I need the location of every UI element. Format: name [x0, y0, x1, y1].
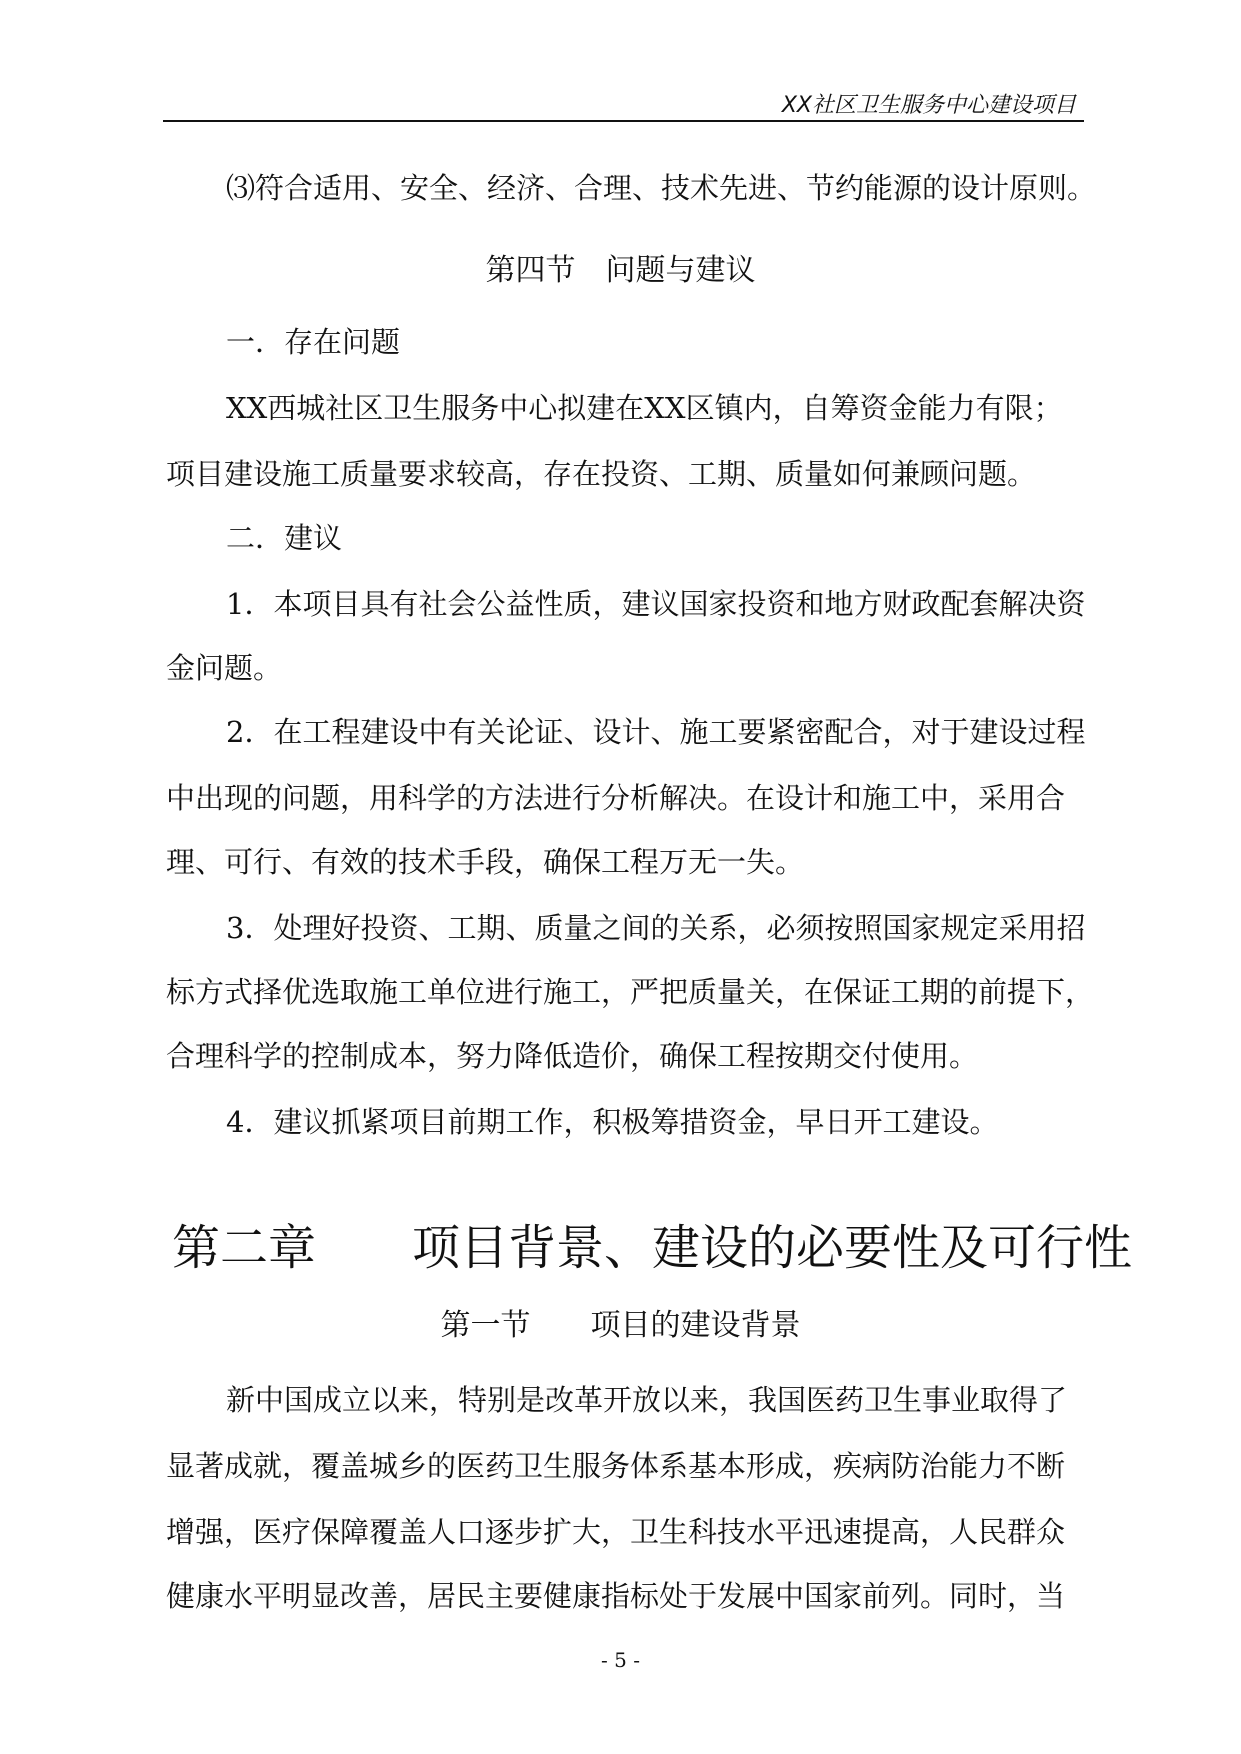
paragraph-line: 4．建议抓紧项目前期工作，积极筹措资金，早日开工建设。: [226, 1105, 999, 1139]
chapter-heading: 第二章 项目背景、建设的必要性及可行性: [172, 1220, 1133, 1276]
subheading-problems: 一．存在问题: [226, 325, 401, 359]
paragraph-line: 理、可行、有效的技术手段，确保工程万无一失。: [166, 845, 805, 879]
paragraph-line: 健康水平明显改善，居民主要健康指标处于发展中国家前列。同时，当: [166, 1579, 1066, 1613]
page-header: [163, 86, 1084, 122]
section-heading-4: 第四节 问题与建议: [485, 253, 756, 288]
paragraph-line: XX西城社区卫生服务中心拟建在XX区镇内，自筹资金能力有限；: [226, 391, 1063, 425]
paragraph-line: ⑶符合适用、安全、经济、合理、技术先进、节约能源的设计原则。: [226, 171, 1097, 205]
header-title: XX社区卫生服务中心建设项目: [781, 93, 1076, 118]
paragraph-line: 金问题。: [166, 651, 283, 685]
page-number: - 5 -: [601, 1648, 640, 1672]
paragraph-line: 显著成就，覆盖城乡的医药卫生服务体系基本形成，疾病防治能力不断: [166, 1449, 1066, 1483]
paragraph-line: 标方式择优选取施工单位进行施工，严把质量关，在保证工期的前提下，: [166, 975, 1095, 1009]
paragraph-line: 中出现的问题，用科学的方法进行分析解决。在设计和施工中，采用合: [166, 781, 1066, 815]
paragraph-line: 增强，医疗保障覆盖人口逐步扩大，卫生科技水平迅速提高，人民群众: [166, 1515, 1066, 1549]
paragraph-line: 3．处理好投资、工期、质量之间的关系，必须按照国家规定采用招: [226, 911, 1086, 945]
paragraph-line: 2．在工程建设中有关论证、设计、施工要紧密配合，对于建设过程: [226, 715, 1086, 749]
paragraph-line: 新中国成立以来，特别是改革开放以来，我国医药卫生事业取得了: [226, 1383, 1068, 1417]
paragraph-line: 项目建设施工质量要求较高，存在投资、工期、质量如何兼顾问题。: [166, 457, 1037, 491]
subheading-suggestions: 二．建议: [226, 521, 343, 555]
paragraph-line: 合理科学的控制成本，努力降低造价，确保工程按期交付使用。: [166, 1039, 979, 1073]
paragraph-line: 1．本项目具有社会公益性质，建议国家投资和地方财政配套解决资: [226, 587, 1086, 621]
section-heading-1: 第一节 项目的建设背景: [440, 1308, 801, 1343]
